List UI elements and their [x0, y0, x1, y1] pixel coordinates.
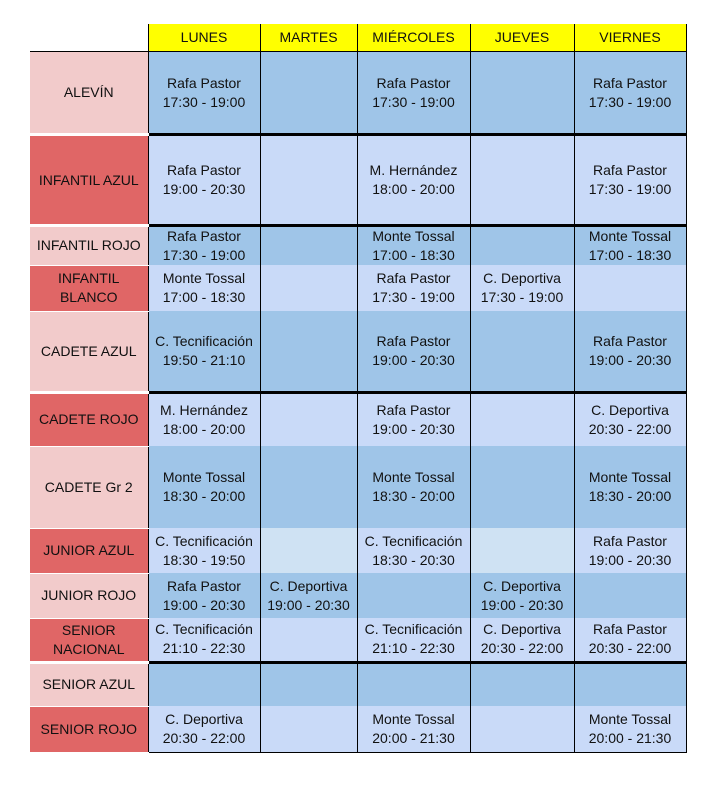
- day-header-viernes: VIERNES: [574, 24, 686, 52]
- slot-time: 17:30 - 19:00: [372, 289, 455, 305]
- slot-cell-lunes: [148, 446, 260, 528]
- slot-cell-miercoles: [357, 573, 470, 618]
- slot-cell-martes: [260, 446, 357, 528]
- slot-cell-jueves: [470, 311, 574, 392]
- header-row: [30, 24, 686, 52]
- schedule-row: [30, 528, 686, 573]
- slot-venue: Rafa Pastor: [376, 332, 451, 349]
- slot-venue: Rafa Pastor: [593, 162, 667, 178]
- slot-cell-miercoles: [357, 706, 470, 752]
- slot-venue: C. Tecnificación: [155, 621, 253, 638]
- slot-cell-miercoles: [357, 618, 470, 662]
- slot-cell-viernes: [574, 446, 686, 528]
- slot-time: 17:00 - 18:30: [588, 247, 672, 263]
- slot-venue: Rafa Pastor: [593, 74, 667, 91]
- slot-time: 17:00 - 18:30: [372, 247, 455, 263]
- slot-time: 19:50 - 21:10: [162, 351, 246, 368]
- slot-cell-martes: [260, 311, 357, 392]
- slot-cell-viernes: [574, 311, 686, 392]
- slot-time: 17:30 - 19:00: [588, 93, 672, 110]
- slot-venue: C. Deportiva: [483, 270, 561, 286]
- slot-venue: M. Hernández: [369, 162, 458, 178]
- slot-cell-viernes: [574, 618, 686, 662]
- slot-venue: C. Deportiva: [483, 577, 561, 594]
- slot-time: 18:30 - 20:00: [162, 488, 246, 504]
- slot-time: 18:30 - 20:30: [372, 551, 455, 568]
- slot-cell-viernes: [574, 52, 686, 135]
- schedule-row: [30, 573, 686, 618]
- slot-cell-martes: [260, 528, 357, 573]
- slot-venue: M. Hernández: [160, 401, 248, 418]
- team-name-cell: INFANTIL ROJO: [30, 226, 148, 266]
- slot-time: 20:30 - 22:00: [588, 420, 672, 437]
- slot-venue: C. Tecnificación: [364, 532, 463, 549]
- slot-cell-jueves: [470, 706, 574, 752]
- slot-venue: Monte Tossal: [372, 710, 455, 727]
- slot-time: 18:00 - 20:00: [372, 181, 455, 197]
- slot-cell-jueves: [470, 446, 574, 528]
- slot-time: 19:00 - 20:30: [588, 351, 672, 368]
- team-name-cell: [30, 265, 148, 311]
- slot-cell-miercoles: [357, 446, 470, 528]
- slot-cell-lunes: [148, 226, 260, 266]
- slot-venue: Rafa Pastor: [167, 577, 241, 594]
- team-name-cell: INFANTIL AZUL: [30, 135, 148, 226]
- slot-cell-miercoles: [357, 662, 470, 706]
- slot-cell-martes: [260, 662, 357, 706]
- slot-cell-martes: [260, 618, 357, 662]
- team-name-line: SENIOR: [61, 621, 116, 638]
- slot-time: 18:30 - 20:00: [372, 488, 455, 504]
- slot-cell-martes: [260, 573, 357, 618]
- slot-time: 17:30 - 19:00: [588, 181, 672, 197]
- slot-cell-lunes: [148, 573, 260, 618]
- schedule-row: [30, 311, 686, 392]
- day-header-jueves: JUEVES: [470, 24, 574, 52]
- team-name-cell: CADETE Gr 2: [30, 446, 148, 528]
- schedule-row: [30, 446, 686, 528]
- slot-time: 17:30 - 19:00: [162, 93, 246, 110]
- slot-cell-miercoles: [357, 265, 470, 311]
- slot-venue: Monte Tossal: [162, 469, 246, 485]
- slot-cell-viernes: [574, 226, 686, 266]
- slot-venue: Rafa Pastor: [167, 228, 241, 244]
- team-name-line: INFANTIL: [58, 270, 120, 286]
- slot-venue: Rafa Pastor: [593, 621, 667, 638]
- team-name-cell: SENIOR ROJO: [30, 706, 148, 752]
- slot-cell-lunes: [148, 135, 260, 226]
- slot-venue: C. Deportiva: [591, 401, 669, 418]
- schedule-row: [30, 662, 686, 706]
- slot-venue: C. Deportiva: [483, 621, 561, 638]
- team-name-cell: JUNIOR AZUL: [30, 528, 148, 573]
- slot-venue: Monte Tossal: [372, 228, 455, 244]
- schedule-row: [30, 52, 686, 135]
- slot-time: 20:30 - 22:00: [162, 729, 246, 746]
- slot-cell-jueves: [470, 135, 574, 226]
- slot-time: 19:00 - 20:30: [588, 551, 672, 568]
- slot-cell-miercoles: [357, 311, 470, 392]
- slot-cell-martes: [260, 135, 357, 226]
- corner-cell: [30, 24, 148, 52]
- slot-cell-jueves: [470, 265, 574, 311]
- slot-venue: Monte Tossal: [372, 469, 455, 485]
- slot-venue: Monte Tossal: [588, 469, 672, 485]
- slot-venue: Rafa Pastor: [167, 162, 241, 178]
- slot-venue: Rafa Pastor: [376, 74, 451, 91]
- slot-cell-lunes: [148, 265, 260, 311]
- slot-venue: C. Tecnificación: [364, 621, 463, 638]
- slot-cell-viernes: [574, 528, 686, 573]
- slot-time: 18:00 - 20:00: [162, 420, 246, 437]
- slot-cell-lunes: [148, 618, 260, 662]
- slot-cell-jueves: [470, 226, 574, 266]
- day-header-lunes: LUNES: [148, 24, 260, 52]
- slot-cell-lunes: [148, 392, 260, 446]
- schedule-table: [30, 24, 687, 753]
- slot-cell-lunes: [148, 662, 260, 706]
- slot-cell-lunes: [148, 311, 260, 392]
- slot-venue: Monte Tossal: [588, 710, 672, 727]
- slot-cell-viernes: [574, 573, 686, 618]
- slot-time: 19:00 - 20:30: [372, 420, 455, 437]
- slot-cell-jueves: [470, 573, 574, 618]
- slot-cell-martes: [260, 52, 357, 135]
- slot-cell-lunes: [148, 706, 260, 752]
- slot-cell-martes: [260, 265, 357, 311]
- team-name-cell: JUNIOR ROJO: [30, 573, 148, 618]
- slot-cell-lunes: [148, 528, 260, 573]
- slot-cell-miercoles: [357, 135, 470, 226]
- slot-cell-viernes: [574, 662, 686, 706]
- day-header-miercoles: MIÉRCOLES: [357, 24, 470, 52]
- slot-time: 20:30 - 22:00: [588, 640, 672, 657]
- team-name-cell: [30, 618, 148, 662]
- team-name-cell: SENIOR AZUL: [30, 662, 148, 706]
- slot-cell-miercoles: [357, 52, 470, 135]
- schedule-row: [30, 392, 686, 446]
- slot-venue: Monte Tossal: [588, 228, 672, 244]
- slot-cell-lunes: [148, 52, 260, 135]
- slot-cell-jueves: [470, 52, 574, 135]
- slot-cell-jueves: [470, 392, 574, 446]
- slot-time: 19:00 - 20:30: [480, 596, 564, 613]
- slot-time: 21:10 - 22:30: [372, 640, 455, 657]
- team-name-cell: ALEVÍN: [30, 52, 148, 135]
- schedule-row: [30, 226, 686, 266]
- slot-venue: Rafa Pastor: [593, 532, 667, 549]
- slot-cell-viernes: [574, 265, 686, 311]
- slot-venue: C. Deportiva: [165, 710, 243, 727]
- slot-venue: C. Tecnificación: [155, 332, 253, 349]
- slot-time: 17:00 - 18:30: [162, 289, 246, 305]
- slot-time: 17:30 - 19:00: [372, 93, 455, 110]
- slot-time: 18:30 - 20:00: [588, 488, 672, 504]
- team-name-line: BLANCO: [59, 289, 118, 305]
- slot-venue: C. Tecnificación: [155, 532, 253, 549]
- slot-cell-miercoles: [357, 528, 470, 573]
- slot-time: 20:00 - 21:30: [372, 729, 455, 746]
- team-name-line: NACIONAL: [52, 640, 125, 657]
- slot-cell-martes: [260, 226, 357, 266]
- slot-cell-martes: [260, 392, 357, 446]
- slot-cell-viernes: [574, 135, 686, 226]
- slot-time: 20:00 - 21:30: [588, 729, 672, 746]
- slot-cell-jueves: [470, 618, 574, 662]
- schedule-row: [30, 265, 686, 311]
- slot-cell-viernes: [574, 392, 686, 446]
- slot-cell-viernes: [574, 706, 686, 752]
- schedule-row: [30, 706, 686, 752]
- slot-time: 20:30 - 22:00: [480, 640, 564, 657]
- slot-venue: Rafa Pastor: [167, 74, 241, 91]
- team-name-cell: CADETE AZUL: [30, 311, 148, 392]
- slot-cell-miercoles: [357, 226, 470, 266]
- slot-venue: Rafa Pastor: [593, 332, 667, 349]
- slot-venue: Rafa Pastor: [376, 270, 451, 286]
- slot-cell-jueves: [470, 662, 574, 706]
- slot-time: 17:30 - 19:00: [162, 247, 246, 263]
- day-header-martes: MARTES: [260, 24, 357, 52]
- slot-time: 19:00 - 20:30: [372, 351, 455, 368]
- slot-venue: Monte Tossal: [162, 270, 246, 286]
- slot-venue: C. Deportiva: [269, 577, 348, 594]
- slot-time: 21:10 - 22:30: [162, 640, 246, 657]
- slot-cell-jueves: [470, 528, 574, 573]
- slot-venue: Rafa Pastor: [376, 401, 451, 418]
- team-name-cell: CADETE ROJO: [30, 392, 148, 446]
- slot-time: 19:00 - 20:30: [162, 181, 246, 197]
- schedule-row: [30, 618, 686, 662]
- slot-time: 17:30 - 19:00: [480, 289, 564, 305]
- slot-cell-miercoles: [357, 392, 470, 446]
- slot-time: 19:00 - 20:30: [162, 596, 246, 613]
- slot-cell-martes: [260, 706, 357, 752]
- slot-time: 19:00 - 20:30: [267, 596, 350, 613]
- schedule-row: [30, 135, 686, 226]
- slot-time: 18:30 - 19:50: [162, 551, 246, 568]
